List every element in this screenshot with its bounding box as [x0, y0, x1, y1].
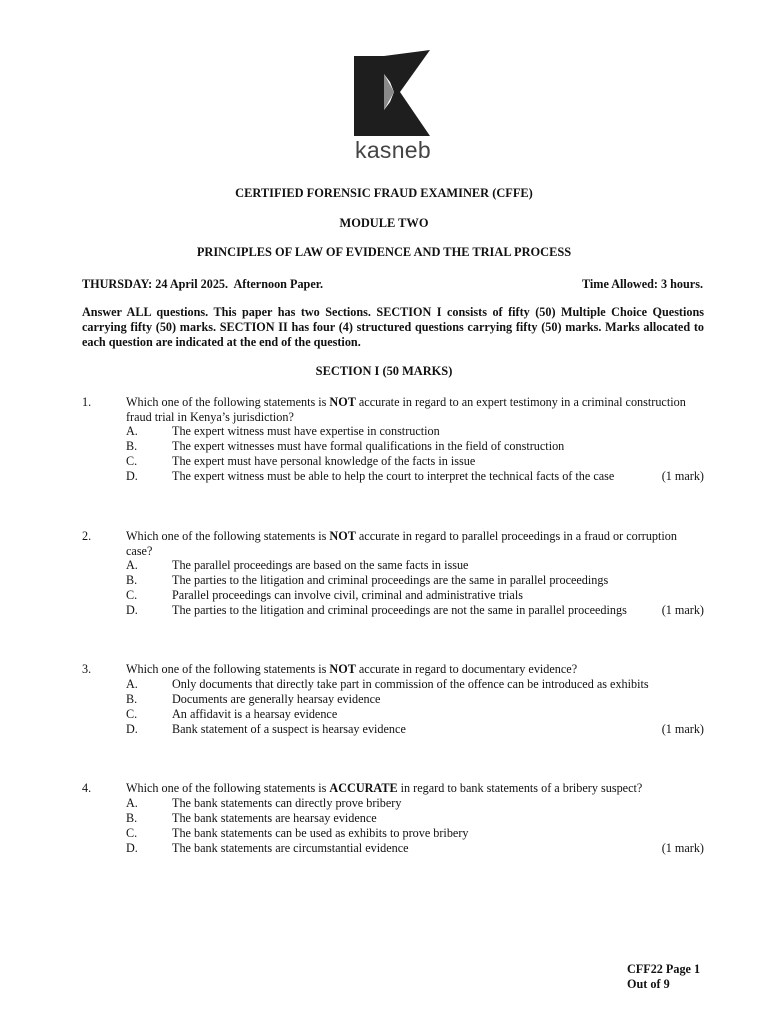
- exam-date: THURSDAY: 24 April 2025. Afternoon Paper.: [82, 277, 324, 291]
- option-a: [126, 796, 704, 811]
- option-text: The expert witnesses must have formal qualifications in the field of construction: [172, 439, 565, 453]
- option-letter: C.: [126, 826, 138, 840]
- question-3: [82, 662, 704, 737]
- page-total: Out of 9: [627, 977, 670, 991]
- option-letter: A.: [126, 796, 138, 810]
- option-letter: B.: [126, 439, 138, 453]
- stem-text: accurate in regard to an expert testimony in a criminal construction fraud trial in Kenya’s jurisdiction?: [126, 395, 689, 424]
- option-text: The bank statements can directly prove bribery: [172, 796, 402, 810]
- option-text: The bank statements can be used as exhibits to prove bribery: [172, 826, 469, 840]
- option-d: [126, 841, 704, 856]
- exam-info: [82, 277, 703, 292]
- option-a: [126, 424, 704, 439]
- logo-wordmark: kasneb: [355, 137, 431, 163]
- option-b: [126, 811, 704, 826]
- question-marks: (1 mark): [661, 841, 704, 855]
- stem-text: in regard to bank statements of a bribery suspect?: [397, 781, 643, 795]
- option-text: An affidavit is a hearsay evidence: [172, 707, 338, 721]
- question-1: [82, 395, 704, 485]
- stem-text: accurate in regard to parallel proceedings in a fraud or corruption case?: [126, 529, 681, 558]
- question-stem: [126, 529, 706, 559]
- option-d: [126, 469, 704, 484]
- option-c: [126, 454, 704, 469]
- stem-emphasis: NOT: [329, 662, 356, 676]
- option-letter: D.: [126, 841, 138, 855]
- option-d: [126, 722, 704, 737]
- stem-text: Which one of the following statements is: [126, 529, 330, 543]
- option-b: [126, 439, 704, 454]
- option-letter: A.: [126, 677, 138, 691]
- module-title: MODULE TWO: [339, 216, 429, 230]
- question-number: 3.: [82, 662, 92, 676]
- option-letter: A.: [126, 558, 138, 572]
- page-number: CFF22 Page 1: [627, 962, 701, 976]
- stem-emphasis: ACCURATE: [329, 781, 398, 795]
- option-letter: D.: [126, 722, 138, 736]
- question-stem: [126, 395, 706, 425]
- question-4: [82, 781, 704, 856]
- option-b: [126, 692, 704, 707]
- question-stem: [126, 781, 706, 796]
- question-number: 4.: [82, 781, 92, 795]
- stem-text: accurate in regard to documentary evidence?: [355, 662, 578, 676]
- option-text: Only documents that directly take part in commission of the offence can be introduced as exhibits: [172, 677, 649, 691]
- kasneb-logo-icon: [354, 50, 432, 136]
- option-letter: D.: [126, 603, 138, 617]
- option-text: The parties to the litigation and criminal proceedings are not the same in parallel proceedings: [172, 603, 627, 617]
- option-letter: C.: [126, 707, 138, 721]
- question-2: [82, 529, 704, 619]
- section-title: SECTION I (50 MARKS): [315, 364, 453, 378]
- page-footer: [627, 962, 700, 992]
- option-text: Bank statement of a suspect is hearsay evidence: [172, 722, 406, 736]
- option-b: [126, 573, 704, 588]
- time-allowed: Time Allowed: 3 hours.: [582, 277, 703, 291]
- option-text: The expert witness must be able to help the court to interpret the technical facts of the case: [172, 469, 615, 483]
- option-letter: B.: [126, 811, 138, 825]
- option-text: The parties to the litigation and criminal proceedings are the same in parallel proceedings: [172, 573, 609, 587]
- question-stem: [126, 662, 706, 677]
- option-letter: C.: [126, 454, 138, 468]
- option-text: Documents are generally hearsay evidence: [172, 692, 381, 706]
- option-text: The expert must have personal knowledge of the facts in issue: [172, 454, 476, 468]
- option-text: Parallel proceedings can involve civil, criminal and administrative trials: [172, 588, 523, 602]
- option-text: The expert witness must have expertise in construction: [172, 424, 440, 438]
- exam-title: CERTIFIED FORENSIC FRAUD EXAMINER (CFFE): [235, 186, 533, 200]
- option-letter: A.: [126, 424, 138, 438]
- stem-text: Which one of the following statements is: [126, 781, 330, 795]
- option-c: [126, 826, 704, 841]
- question-number: 2.: [82, 529, 92, 543]
- instructions: Answer ALL questions. This paper has two Sections. SECTION I consists of fifty (50) Multiple Choice Questions carrying fifty (50) marks. SECTION II has four (4) structured questions carrying fifty (50) marks. Marks allocated to each question are indicated at the end of the question.: [82, 305, 704, 349]
- option-a: [126, 677, 704, 692]
- subject-title: PRINCIPLES OF LAW OF EVIDENCE AND THE TRIAL PROCESS: [196, 245, 572, 259]
- question-marks: (1 mark): [661, 469, 704, 483]
- question-marks: (1 mark): [661, 722, 704, 736]
- question-marks: (1 mark): [661, 603, 704, 617]
- kasneb-logo: [352, 50, 434, 165]
- option-d: [126, 603, 704, 618]
- option-c: [126, 588, 704, 603]
- option-letter: D.: [126, 469, 138, 483]
- stem-text: Which one of the following statements is: [126, 395, 330, 409]
- stem-emphasis: NOT: [329, 395, 356, 409]
- stem-text: Which one of the following statements is: [126, 662, 330, 676]
- option-text: The bank statements are circumstantial evidence: [172, 841, 409, 855]
- option-letter: C.: [126, 588, 138, 602]
- option-text: The bank statements are hearsay evidence: [172, 811, 377, 825]
- question-number: 1.: [82, 395, 92, 409]
- option-letter: B.: [126, 692, 138, 706]
- option-letter: B.: [126, 573, 138, 587]
- stem-emphasis: NOT: [329, 529, 356, 543]
- option-a: [126, 558, 704, 573]
- option-text: The parallel proceedings are based on the same facts in issue: [172, 558, 469, 572]
- option-c: [126, 707, 704, 722]
